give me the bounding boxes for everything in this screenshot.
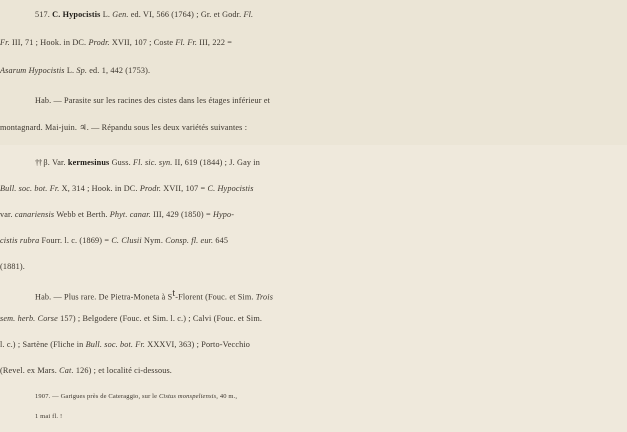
variety-line-2: Bull. soc. bot. Fr. X, 314 ; Hook. in DC. Prodr. XVII, 107 = C. Hypocistis xyxy=(0,184,254,193)
entry-line-2: Fr. III, 71 ; Hook. in DC. Prodr. XVII, 107 ; Coste Fl. Fr. III, 222 = xyxy=(0,38,233,47)
variety-habitat-line-4: (Revel. ex Mars. Cat. 126) ; et localité ci-dessous. xyxy=(0,366,172,375)
habitat-line-2: montagnard. Mai-juin. ♃. — Répandu sous les deux variétés suivantes : xyxy=(0,123,248,132)
variety-habitat-line-2: sem. herb. Corse 157) ; Belgodere (Fouc. et Sim. l. c.) ; Calvi (Fouc. et Sim. xyxy=(0,314,263,323)
habitat-line-1: Hab. — Parasite sur les racines des cistes dans les étages inférieur et xyxy=(35,96,271,105)
dagger-symbol: †† xyxy=(35,158,42,167)
entry-line-3: Asarum Hypocistis L. Sp. ed. 1, 442 (1753). xyxy=(0,66,151,75)
variety-line-4: cistis rubra Fourr. l. c. (1869) = C. Clusii Nym. Consp. fl. eur. 645 xyxy=(0,236,229,245)
variety-line-1: †† β. Var. kermesinus Guss. Fl. sic. syn. II, 619 (1844) ; J. Gay in xyxy=(35,158,260,167)
note-line-2: 1 mai fl. ! xyxy=(35,413,63,420)
variety-line-5: (1881). xyxy=(0,262,25,271)
species-name: C. Hypocistis xyxy=(52,10,101,19)
entry-line-1: 517. C. Hypocistis L. Gen. ed. VI, 566 (1764) ; Gr. et Godr. Fl. xyxy=(35,10,254,19)
variety-name: kermesinus xyxy=(67,158,110,167)
entry-number: 517. xyxy=(35,10,50,19)
note-line-1: 1907. — Garigues près de Cateraggio, sur le Cistus monspeliensis, 40 m., xyxy=(35,393,238,400)
variety-habitat-line-3: l. c.) ; Sartène (Fliche in Bull. soc. bot. Fr. XXXVI, 363) ; Porto-Vecchio xyxy=(0,340,251,349)
variety-habitat-line-1: Hab. — Plus rare. De Pietra-Moneta à $S^t$-Florent (Fouc. et Sim. Trois xyxy=(35,288,274,302)
variety-line-3: var. canariensis Webb et Berth. Phyt. canar. III, 429 (1850) = Hypo- xyxy=(0,210,235,219)
